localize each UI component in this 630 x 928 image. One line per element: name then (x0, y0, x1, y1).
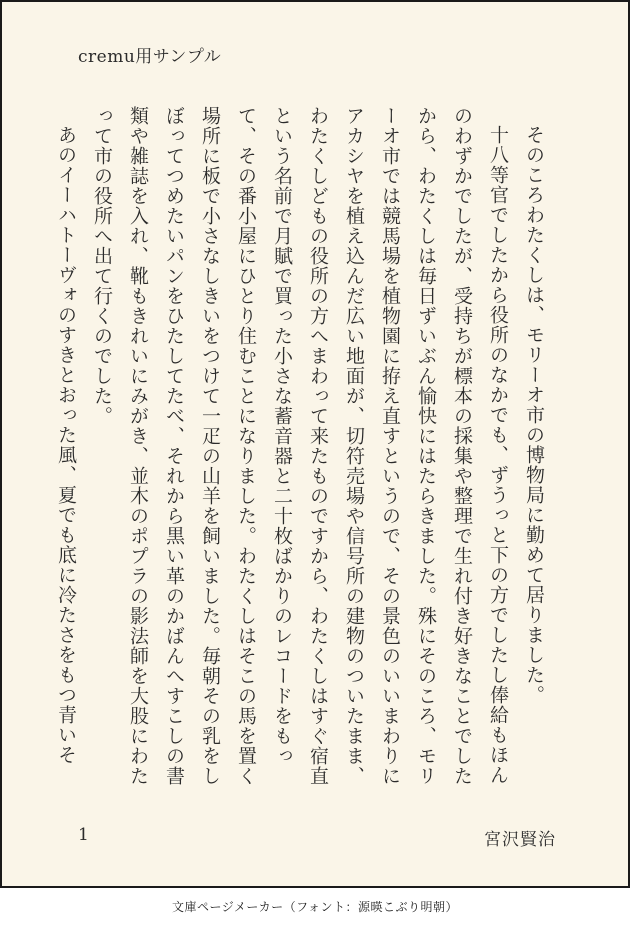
credit-footer: 文庫ページメーカー（フォント：源暎こぶり明朝） (171, 900, 459, 914)
paragraph: そのころわたくしは、モリーオ市の博物局に勤めて居りました。 (523, 125, 545, 705)
vertical-body-text (55, 106, 552, 796)
author-name: 宮沢賢治 (484, 830, 556, 850)
paragraph: あのイーハトーヴォのすきとおった風、夏でも底に冷たさをもつ青いそ (55, 125, 77, 765)
paragraph: 十八等官でしたから役所のなかでも、ずうっと下の方でしたし俸給もほんのわずかでしたが、受持ちが標本の採集や整理で生れ付き好きなことでしたから、わたくしは毎日ずいぶん愉快にはたらきました。殊にそのころ、モリーオ市では競馬場を植物園に拵え直すというので、その景色のいいまわりにアカシヤを植え込んだ広い地面が、切符売場や信号所の建物のついたまま、わたくしどもの役所の方へまわって来たものですから、わたくしはすぐ宿直という名前で月賦で買った小さな蓄音器と二十枚ばかりのレコードをもって、その番小屋にひとり住むことになりました。わたくしはそこの馬を置く場所に板で小さなしきいをつけて一疋の山羊を飼いました。毎朝その乳をしぼってつめたいパンをひたしてたべ、それから黒い革のかばんへすこしの書類や雑誌を入れ、靴もきれいにみがき、並木のポプラの影法師を大股にわたって市の役所へ出て行くのでした。 (91, 106, 509, 786)
page-header-title: cremu用サンプル (78, 47, 222, 67)
page-number: 1 (78, 825, 89, 845)
